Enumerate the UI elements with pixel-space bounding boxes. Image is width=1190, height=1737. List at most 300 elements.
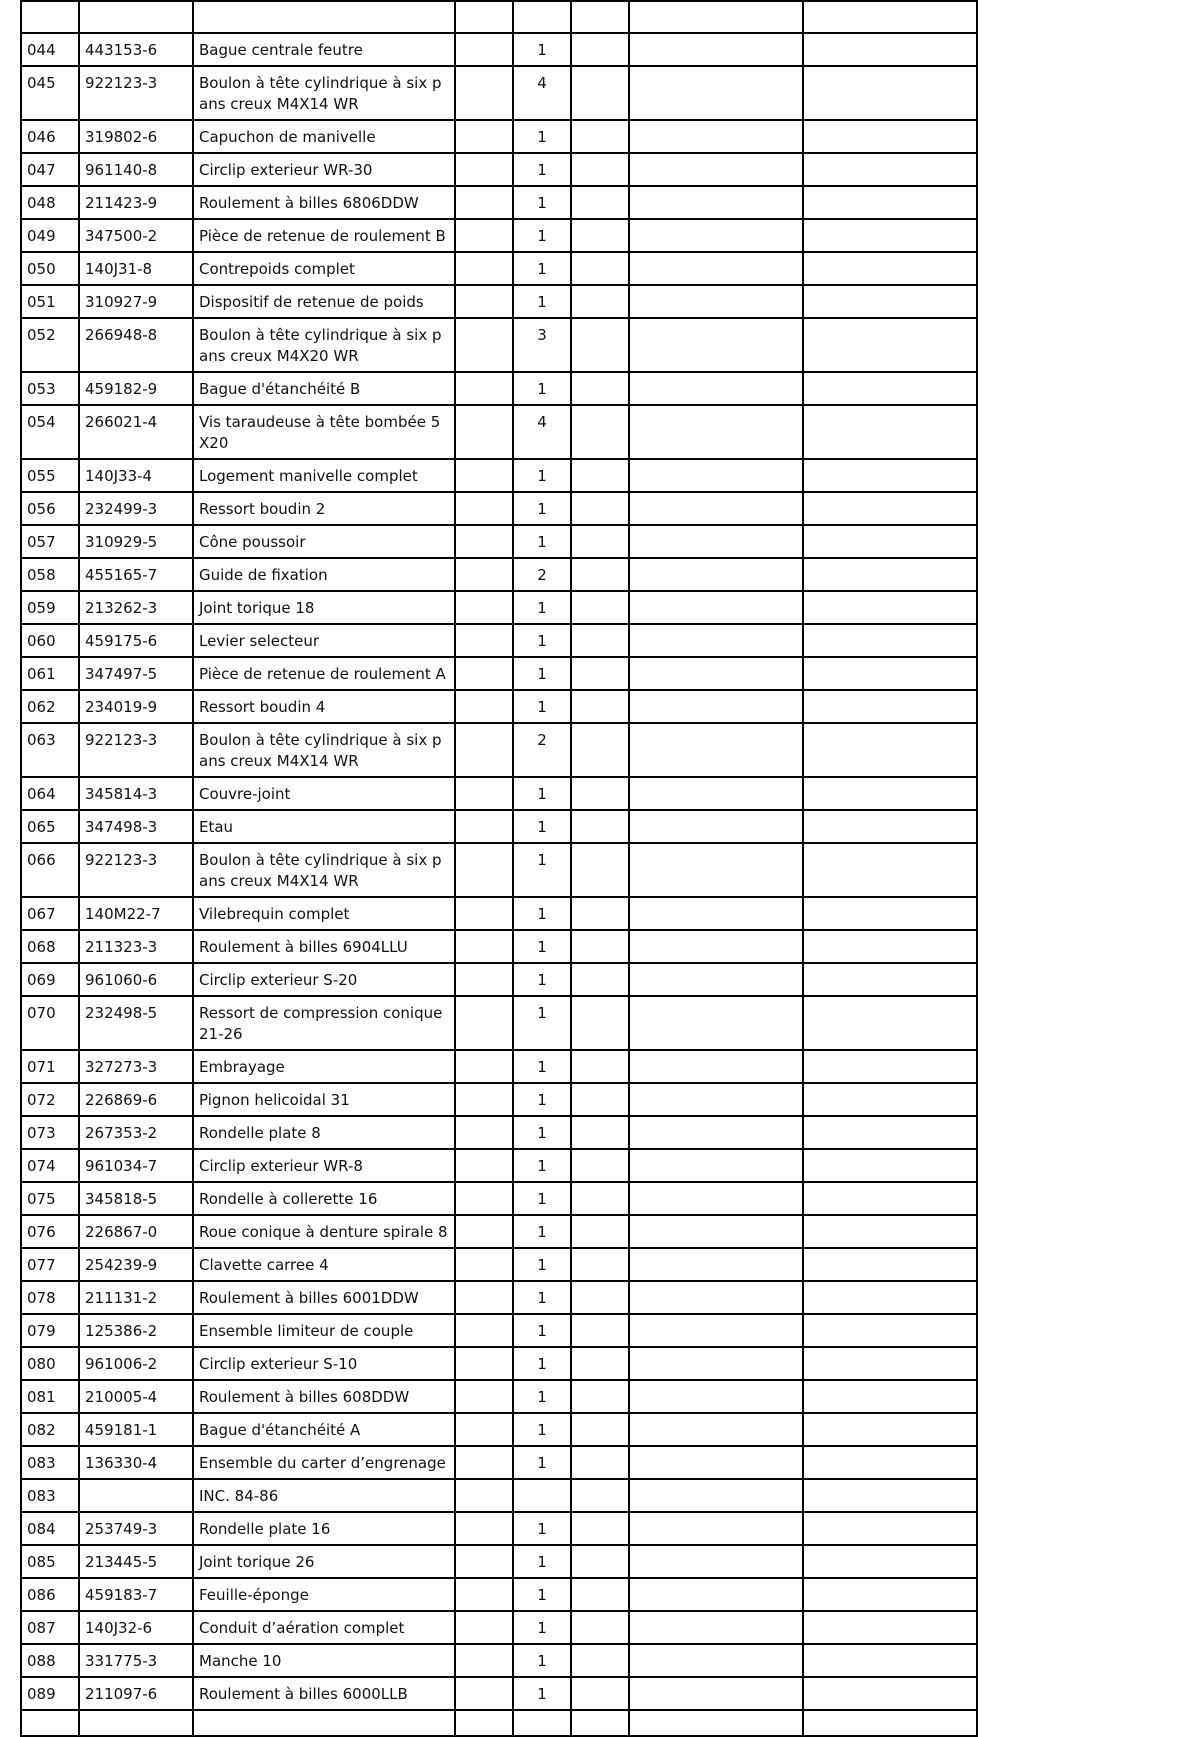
empty-cell [571, 492, 629, 525]
ref-cell: 077 [21, 1248, 79, 1281]
empty-cell [629, 1281, 803, 1314]
ref-cell: 056 [21, 492, 79, 525]
ref-cell: 058 [21, 558, 79, 591]
part-number-cell: 310927-9 [79, 285, 193, 318]
empty-cell [803, 1347, 977, 1380]
empty-cell [629, 1347, 803, 1380]
ref-cell: 072 [21, 1083, 79, 1116]
empty-cell [803, 996, 977, 1050]
empty-cell [455, 1512, 513, 1545]
table-row [21, 591, 977, 624]
quantity-cell: 1 [513, 1182, 571, 1215]
description-cell: Capuchon de manivelle [193, 120, 455, 153]
empty-cell [803, 690, 977, 723]
quantity-cell: 1 [513, 1611, 571, 1644]
empty-cell [571, 930, 629, 963]
empty-cell [629, 558, 803, 591]
empty-cell [803, 558, 977, 591]
empty-cell [629, 252, 803, 285]
part-number-cell: 234019-9 [79, 690, 193, 723]
empty-cell [455, 186, 513, 219]
empty-cell [629, 1248, 803, 1281]
empty-cell [803, 843, 977, 897]
description-cell: Boulon à tête cylindrique à six pans creux M4X20 WR [193, 318, 455, 372]
empty-cell [455, 1050, 513, 1083]
empty-cell [803, 1413, 977, 1446]
quantity-cell: 1 [513, 1248, 571, 1281]
ref-cell: 075 [21, 1182, 79, 1215]
part-number-cell [79, 1479, 193, 1512]
empty-cell [455, 1578, 513, 1611]
ref-cell: 074 [21, 1149, 79, 1182]
empty-cell [455, 1116, 513, 1149]
empty-cell [571, 963, 629, 996]
empty-cell [629, 777, 803, 810]
ref-cell: 085 [21, 1545, 79, 1578]
empty-cell [629, 1083, 803, 1116]
table-row [21, 285, 977, 318]
empty-cell [629, 1512, 803, 1545]
quantity-cell: 2 [513, 723, 571, 777]
table-row [21, 777, 977, 810]
empty-cell [455, 1479, 513, 1512]
empty-cell [455, 1083, 513, 1116]
table-row [21, 1149, 977, 1182]
empty-cell [803, 1083, 977, 1116]
description-cell: Rondelle plate 16 [193, 1512, 455, 1545]
empty-cell [455, 1545, 513, 1578]
empty-cell [629, 66, 803, 120]
empty-cell [571, 1116, 629, 1149]
part-number-cell: 125386-2 [79, 1314, 193, 1347]
part-number-cell: 961034-7 [79, 1149, 193, 1182]
empty-cell [803, 285, 977, 318]
ref-cell: 048 [21, 186, 79, 219]
empty-cell [803, 33, 977, 66]
ref-cell: 064 [21, 777, 79, 810]
empty-cell [803, 1149, 977, 1182]
empty-cell [455, 624, 513, 657]
empty-cell [571, 1644, 629, 1677]
empty-cell [455, 405, 513, 459]
empty-cell [803, 219, 977, 252]
empty-cell [455, 318, 513, 372]
table-cell [193, 1, 455, 33]
empty-cell [803, 1479, 977, 1512]
part-number-cell: 310929-5 [79, 525, 193, 558]
empty-cell [455, 1413, 513, 1446]
ref-cell: 082 [21, 1413, 79, 1446]
table-cell [79, 1, 193, 33]
empty-cell [629, 153, 803, 186]
description-cell: Boulon à tête cylindrique à six pans creux M4X14 WR [193, 843, 455, 897]
empty-cell [629, 1446, 803, 1479]
ref-cell: 069 [21, 963, 79, 996]
part-number-cell: 331775-3 [79, 1644, 193, 1677]
quantity-cell: 1 [513, 1281, 571, 1314]
table-cell [193, 1710, 455, 1736]
parts-table [20, 0, 978, 1737]
empty-cell [571, 1215, 629, 1248]
quantity-cell: 1 [513, 1413, 571, 1446]
empty-cell [455, 690, 513, 723]
ref-cell: 046 [21, 120, 79, 153]
table-row [21, 1578, 977, 1611]
description-cell: Roue conique à denture spirale 8 [193, 1215, 455, 1248]
table-row [21, 1512, 977, 1545]
ref-cell: 076 [21, 1215, 79, 1248]
quantity-cell: 1 [513, 1677, 571, 1710]
table-cell [803, 1, 977, 33]
ref-cell: 052 [21, 318, 79, 372]
empty-cell [629, 1479, 803, 1512]
empty-cell [571, 723, 629, 777]
empty-cell [455, 996, 513, 1050]
table-row [21, 1215, 977, 1248]
ref-cell: 055 [21, 459, 79, 492]
ref-cell: 065 [21, 810, 79, 843]
quantity-cell: 1 [513, 219, 571, 252]
table-row [21, 252, 977, 285]
table-row [21, 66, 977, 120]
description-cell: Manche 10 [193, 1644, 455, 1677]
empty-cell [629, 897, 803, 930]
empty-cell [571, 459, 629, 492]
quantity-cell: 1 [513, 843, 571, 897]
part-number-cell: 345814-3 [79, 777, 193, 810]
description-cell: Joint torique 18 [193, 591, 455, 624]
empty-cell [571, 1413, 629, 1446]
empty-cell [629, 285, 803, 318]
quantity-cell: 1 [513, 1446, 571, 1479]
empty-cell [803, 1248, 977, 1281]
quantity-cell: 1 [513, 777, 571, 810]
description-cell: Levier selecteur [193, 624, 455, 657]
quantity-cell: 1 [513, 1644, 571, 1677]
table-row [21, 624, 977, 657]
empty-cell [455, 372, 513, 405]
empty-cell [571, 186, 629, 219]
empty-cell [629, 723, 803, 777]
empty-cell [629, 810, 803, 843]
empty-cell [571, 1479, 629, 1512]
table-cell [571, 1710, 629, 1736]
quantity-cell: 4 [513, 405, 571, 459]
empty-cell [455, 843, 513, 897]
quantity-cell: 1 [513, 930, 571, 963]
ref-cell: 044 [21, 33, 79, 66]
quantity-cell: 1 [513, 492, 571, 525]
empty-cell [629, 1380, 803, 1413]
empty-cell [455, 591, 513, 624]
empty-cell [455, 1314, 513, 1347]
description-cell: Circlip exterieur WR-8 [193, 1149, 455, 1182]
table-row [21, 723, 977, 777]
part-number-cell: 211423-9 [79, 186, 193, 219]
empty-cell [803, 318, 977, 372]
empty-cell [629, 1149, 803, 1182]
description-cell: Feuille-éponge [193, 1578, 455, 1611]
parts-table-body [21, 1, 977, 1736]
ref-cell: 060 [21, 624, 79, 657]
table-row [21, 1413, 977, 1446]
part-number-cell: 347500-2 [79, 219, 193, 252]
description-cell: Pièce de retenue de roulement B [193, 219, 455, 252]
part-number-cell: 347498-3 [79, 810, 193, 843]
empty-cell [803, 492, 977, 525]
empty-cell [803, 120, 977, 153]
part-number-cell: 140M22-7 [79, 897, 193, 930]
ref-cell: 081 [21, 1380, 79, 1413]
empty-cell [803, 1677, 977, 1710]
description-cell: Ressort de compression conique 21-26 [193, 996, 455, 1050]
empty-cell [571, 996, 629, 1050]
empty-cell [571, 558, 629, 591]
quantity-cell [513, 1479, 571, 1512]
table-row [21, 897, 977, 930]
empty-cell [803, 1380, 977, 1413]
table-row [21, 1050, 977, 1083]
empty-cell [803, 1182, 977, 1215]
empty-cell [629, 525, 803, 558]
part-number-cell: 961006-2 [79, 1347, 193, 1380]
table-cell [629, 1710, 803, 1736]
part-number-cell: 922123-3 [79, 723, 193, 777]
ref-cell: 073 [21, 1116, 79, 1149]
quantity-cell: 1 [513, 810, 571, 843]
empty-cell [629, 624, 803, 657]
empty-cell [629, 1545, 803, 1578]
ref-cell: 045 [21, 66, 79, 120]
empty-cell [455, 1380, 513, 1413]
empty-cell [803, 66, 977, 120]
empty-cell [629, 318, 803, 372]
description-cell: Logement manivelle complet [193, 459, 455, 492]
quantity-cell: 1 [513, 690, 571, 723]
empty-cell [571, 657, 629, 690]
ref-cell: 088 [21, 1644, 79, 1677]
table-row [21, 372, 977, 405]
description-cell: INC. 84-86 [193, 1479, 455, 1512]
empty-cell [455, 810, 513, 843]
empty-cell [455, 1611, 513, 1644]
empty-cell [571, 777, 629, 810]
empty-cell [455, 285, 513, 318]
quantity-cell: 1 [513, 1347, 571, 1380]
empty-cell [455, 219, 513, 252]
description-cell: Pièce de retenue de roulement A [193, 657, 455, 690]
part-number-cell: 459183-7 [79, 1578, 193, 1611]
quantity-cell: 1 [513, 525, 571, 558]
empty-cell [629, 996, 803, 1050]
empty-cell [629, 690, 803, 723]
empty-cell [629, 186, 803, 219]
ref-cell: 066 [21, 843, 79, 897]
part-number-cell: 459182-9 [79, 372, 193, 405]
part-number-cell: 961140-8 [79, 153, 193, 186]
empty-cell [629, 219, 803, 252]
quantity-cell: 1 [513, 1380, 571, 1413]
table-row [21, 1446, 977, 1479]
quantity-cell: 1 [513, 657, 571, 690]
part-number-cell: 345818-5 [79, 1182, 193, 1215]
ref-cell: 051 [21, 285, 79, 318]
part-number-cell: 327273-3 [79, 1050, 193, 1083]
empty-cell [455, 492, 513, 525]
quantity-cell: 1 [513, 591, 571, 624]
ref-cell: 083 [21, 1479, 79, 1512]
empty-cell [455, 930, 513, 963]
quantity-cell: 1 [513, 963, 571, 996]
ref-cell: 071 [21, 1050, 79, 1083]
part-number-cell: 226869-6 [79, 1083, 193, 1116]
empty-cell [803, 777, 977, 810]
empty-cell [571, 372, 629, 405]
table-row [21, 186, 977, 219]
part-number-cell: 443153-6 [79, 33, 193, 66]
empty-cell [803, 624, 977, 657]
empty-cell [455, 963, 513, 996]
table-row [21, 1281, 977, 1314]
empty-cell [803, 186, 977, 219]
part-number-cell: 347497-5 [79, 657, 193, 690]
ref-cell: 067 [21, 897, 79, 930]
ref-cell: 049 [21, 219, 79, 252]
table-row [21, 1545, 977, 1578]
empty-cell [571, 66, 629, 120]
description-cell: Circlip exterieur S-20 [193, 963, 455, 996]
ref-cell: 063 [21, 723, 79, 777]
part-number-cell: 136330-4 [79, 1446, 193, 1479]
part-number-cell: 226867-0 [79, 1215, 193, 1248]
part-number-cell: 213445-5 [79, 1545, 193, 1578]
ref-cell: 062 [21, 690, 79, 723]
empty-cell [455, 657, 513, 690]
table-row [21, 963, 977, 996]
description-cell: Vis taraudeuse à tête bombée 5X20 [193, 405, 455, 459]
table-row [21, 1380, 977, 1413]
empty-cell [803, 405, 977, 459]
empty-cell [455, 1182, 513, 1215]
quantity-cell: 1 [513, 1512, 571, 1545]
table-row [21, 318, 977, 372]
empty-cell [455, 525, 513, 558]
part-number-cell: 253749-3 [79, 1512, 193, 1545]
empty-cell [629, 1578, 803, 1611]
table-row [21, 219, 977, 252]
empty-cell [455, 1281, 513, 1314]
table-cell [455, 1, 513, 33]
table-row [21, 558, 977, 591]
empty-cell [629, 1182, 803, 1215]
empty-cell [455, 459, 513, 492]
part-number-cell: 922123-3 [79, 66, 193, 120]
empty-cell [803, 1215, 977, 1248]
quantity-cell: 1 [513, 1050, 571, 1083]
description-cell: Roulement à billes 6806DDW [193, 186, 455, 219]
description-cell: Bague d'étanchéité B [193, 372, 455, 405]
empty-cell [571, 1050, 629, 1083]
description-cell: Etau [193, 810, 455, 843]
empty-cell [803, 897, 977, 930]
empty-cell [571, 1380, 629, 1413]
empty-cell [571, 1149, 629, 1182]
quantity-cell: 1 [513, 1578, 571, 1611]
table-row [21, 33, 977, 66]
ref-cell: 089 [21, 1677, 79, 1710]
empty-cell [571, 285, 629, 318]
quantity-cell: 1 [513, 1083, 571, 1116]
empty-cell [803, 963, 977, 996]
empty-cell [629, 843, 803, 897]
empty-cell [803, 591, 977, 624]
table-row [21, 1644, 977, 1677]
description-cell: Circlip exterieur WR-30 [193, 153, 455, 186]
part-number-cell: 211097-6 [79, 1677, 193, 1710]
table-row [21, 810, 977, 843]
empty-cell [455, 1446, 513, 1479]
empty-cell [629, 1116, 803, 1149]
quantity-cell: 1 [513, 1215, 571, 1248]
empty-cell [629, 963, 803, 996]
empty-cell [455, 1347, 513, 1380]
table-cell [21, 1710, 79, 1736]
ref-cell: 070 [21, 996, 79, 1050]
empty-cell [571, 843, 629, 897]
ref-cell: 079 [21, 1314, 79, 1347]
description-cell: Guide de fixation [193, 558, 455, 591]
quantity-cell: 2 [513, 558, 571, 591]
description-cell: Ensemble limiteur de couple [193, 1314, 455, 1347]
empty-cell [571, 810, 629, 843]
quantity-cell: 1 [513, 1149, 571, 1182]
empty-cell [455, 66, 513, 120]
empty-cell [629, 1611, 803, 1644]
empty-cell [455, 1149, 513, 1182]
empty-cell [629, 33, 803, 66]
table-row [21, 843, 977, 897]
quantity-cell: 1 [513, 33, 571, 66]
empty-cell [571, 1677, 629, 1710]
empty-cell [803, 723, 977, 777]
empty-cell [455, 1215, 513, 1248]
description-cell: Cône poussoir [193, 525, 455, 558]
empty-cell [455, 897, 513, 930]
table-row [21, 1677, 977, 1710]
part-number-cell: 267353-2 [79, 1116, 193, 1149]
part-number-cell: 232499-3 [79, 492, 193, 525]
empty-cell [629, 1314, 803, 1347]
ref-cell: 050 [21, 252, 79, 285]
empty-cell [571, 318, 629, 372]
quantity-cell: 1 [513, 624, 571, 657]
empty-cell [455, 558, 513, 591]
ref-cell: 068 [21, 930, 79, 963]
description-cell: Embrayage [193, 1050, 455, 1083]
table-row [21, 690, 977, 723]
table-cell [455, 1710, 513, 1736]
empty-cell [455, 153, 513, 186]
table-row [21, 525, 977, 558]
description-cell: Rondelle plate 8 [193, 1116, 455, 1149]
table-row [21, 996, 977, 1050]
empty-cell [571, 120, 629, 153]
empty-cell [629, 930, 803, 963]
part-number-cell: 319802-6 [79, 120, 193, 153]
quantity-cell: 1 [513, 996, 571, 1050]
description-cell: Clavette carree 4 [193, 1248, 455, 1281]
empty-cell [571, 1512, 629, 1545]
